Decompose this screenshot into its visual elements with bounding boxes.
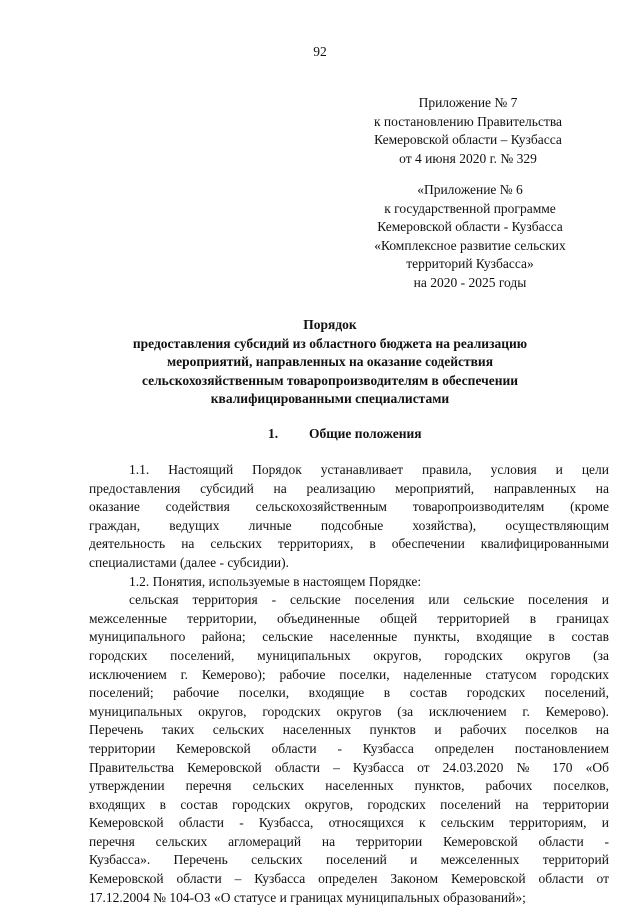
page-number: 92 <box>313 44 327 59</box>
appendix-line: от 4 июня 2020 г. № 329 <box>399 150 537 166</box>
appendix-line: Приложение № 7 <box>418 95 518 110</box>
body-line: городских поселений, муниципальных округов, городских округов (за <box>89 647 609 663</box>
body-line: утверждении перечня сельских населенных пунктов, рабочих поселков, <box>89 778 609 794</box>
title-line: квалифицированными специалистами <box>210 391 450 406</box>
body-line: Кемеровской области - Кузбасса, относящихся к сельским территориям, и <box>89 815 609 831</box>
body-line: граждан, ведущих личные подсобные хозяйства), осуществляющим <box>89 517 609 533</box>
body-line: Кемеровской области – Кузбасса определен Законом Кемеровской области от <box>89 871 609 887</box>
body-line: муниципального района; сельские населенные пункты, входящие в состав <box>89 629 609 645</box>
body-line: предоставления субсидий на реализацию мероприятий, направленных на <box>89 480 609 496</box>
title-line: сельскохозяйственным товаропроизводителям в обеспечении <box>141 372 519 388</box>
body-text <box>89 461 609 907</box>
body-line: 1.1. Настоящий Порядок устанавливает правила, условия и цели <box>129 462 609 477</box>
title-line: мероприятий, направленных на оказание содействия <box>166 354 494 369</box>
appendix-line: территорий Кузбасса» <box>406 256 534 271</box>
title-line: предоставления субсидий из областного бюджета на реализацию <box>132 335 528 351</box>
body-line: входящих в состав городских округов, городских поселений на территории <box>89 796 609 812</box>
body-line: Правительства Кемеровской области – Кузбасса от 24.03.2020 № 170 «Об <box>89 759 609 775</box>
appendix-header-6 <box>320 181 620 292</box>
body-line: Перечень таких сельских населенных пунктов и рабочих поселков на <box>89 722 609 738</box>
appendix-header-7 <box>338 94 598 168</box>
appendix-line: Кемеровской области - Кузбасса <box>377 219 563 234</box>
body-line: сельская территория - сельские поселения или сельские поселения и <box>129 592 609 608</box>
body-line: 1.2. Понятия, используемые в настоящем Порядке: <box>129 573 422 589</box>
body-line: Кузбасса». Перечень сельских поселений и межселенных территорий <box>89 852 609 868</box>
body-line: оказание содействия сельскохозяйственным товаропроизводителям (кроме <box>89 499 609 515</box>
appendix-line: на 2020 - 2025 годы <box>413 274 527 290</box>
body-line: муниципальных округов, городских округов (за исключением г. Кемерово). <box>89 703 609 719</box>
title-line: Порядок <box>303 317 357 332</box>
body-line: перечня сельских агломераций на территории Кемеровской области - <box>89 833 609 849</box>
appendix-line: Кемеровской области – Кузбасса <box>374 132 562 147</box>
body-line: исключением г. Кемерово); рабочие поселки, наделенные статусом городских <box>89 666 609 682</box>
appendix-line: к постановлению Правительства <box>373 113 563 129</box>
body-line: деятельность на сельских территориях, в обеспечении квалифицированными <box>89 536 609 552</box>
appendix-line: к государственной программе <box>384 200 556 216</box>
section-number: 1. <box>268 426 279 441</box>
appendix-line: «Комплексное развитие сельских <box>374 237 566 253</box>
body-line: 17.12.2004 № 104-ОЗ «О статусе и границах муниципальных образований»; <box>89 889 526 905</box>
section-title: Общие положения <box>309 426 422 441</box>
body-line: территории Кемеровской области - Кузбасса определен постановлением <box>89 740 609 756</box>
body-line: специалистами (далее - субсидии). <box>89 554 290 570</box>
body-line: межселенные территории, объединенные общей территорией в границах <box>89 610 609 626</box>
body-line: поселений; рабочие поселки, входящие в состав городских поселений, <box>89 685 609 701</box>
document-title <box>100 316 560 409</box>
appendix-line: «Приложение № 6 <box>417 182 523 197</box>
